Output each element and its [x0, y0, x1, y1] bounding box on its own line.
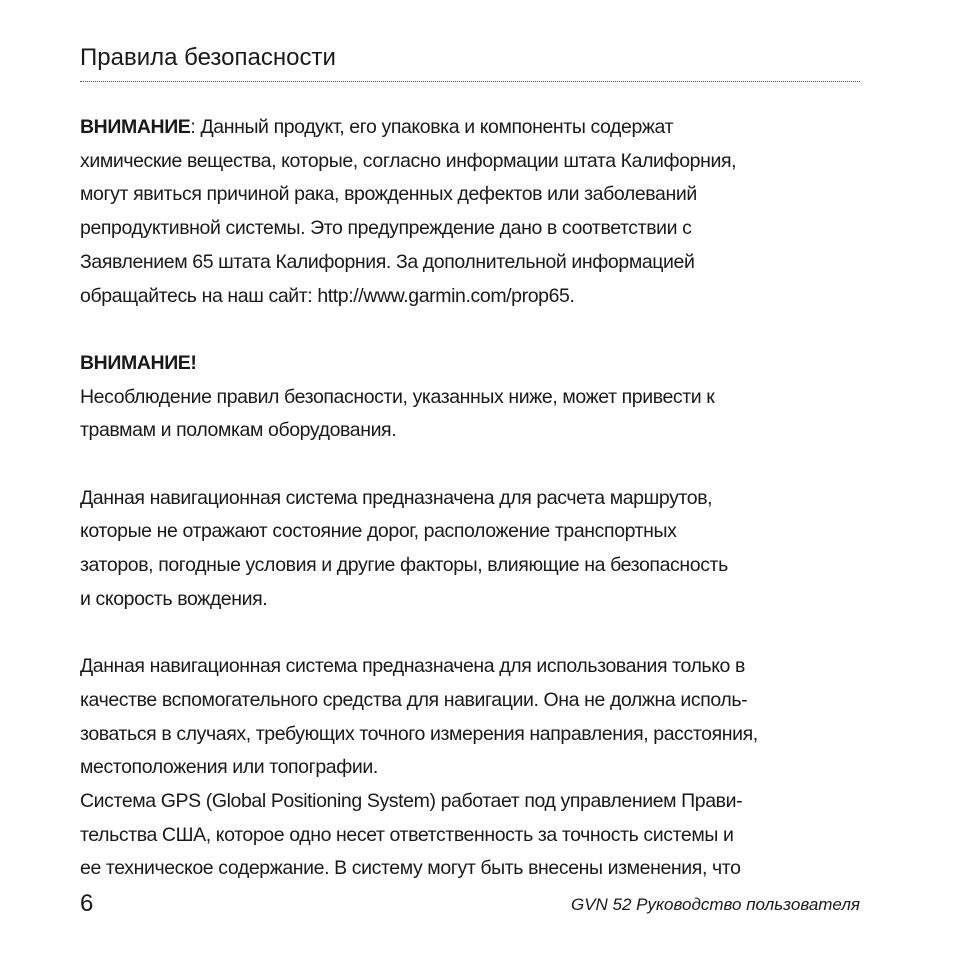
- text-line: которые не отражают состояние дорог, расположение транспортных: [80, 520, 677, 543]
- navigation-aid-paragraph: [80, 650, 860, 785]
- warning-label: ВНИМАНИЕ: [80, 116, 191, 138]
- text-line-rest: : Данный продукт, его упаковка и компоненты содержат: [190, 116, 674, 138]
- text-line: обращайтесь на наш сайт: http://www.garmin.com/prop65.: [80, 284, 575, 307]
- section-title: Правила безопасности: [80, 44, 336, 71]
- text-line: местоположения или топографии.: [80, 756, 378, 779]
- gps-paragraph: [80, 785, 860, 886]
- title-divider: [80, 81, 860, 82]
- text-line: могут явиться причиной рака, врожденных дефектов или заболеваний: [80, 183, 697, 206]
- text-line: заторов, погодные условия и другие факторы, влияющие на безопасность: [80, 554, 728, 577]
- text-line: репродуктивной системы. Это предупреждение дано в соответствии с: [80, 217, 692, 240]
- text-line: качестве вспомогательного средства для навигации. Она не должна исполь-: [80, 688, 748, 711]
- safety-warning-paragraph: [80, 347, 860, 448]
- page-number: 6: [80, 890, 94, 917]
- text-line: травмам и поломкам оборудования.: [80, 419, 397, 442]
- paragraph-spacer: [80, 448, 860, 482]
- paragraph-spacer: [80, 617, 860, 651]
- text-line: Данная навигационная система предназначена для использования только в: [80, 655, 745, 678]
- text-line: химические вещества, которые, согласно информации штата Калифорния,: [80, 149, 737, 172]
- california-warning-paragraph: [80, 111, 860, 313]
- text-line: Данная навигационная система предназначена для расчета маршрутов,: [80, 486, 713, 509]
- text-line: тельства США, которое одно несет ответственность за точность системы и: [80, 823, 734, 846]
- text-line: [80, 111, 860, 145]
- text-line: Заявлением 65 штата Калифорния. За дополнительной информацией: [80, 250, 695, 273]
- routes-paragraph: [80, 482, 860, 617]
- warning-heading: ВНИМАНИЕ!: [80, 351, 197, 374]
- text-line: и скорость вождения.: [80, 587, 268, 610]
- text-line: Несоблюдение правил безопасности, указанных ниже, может привести к: [80, 385, 715, 408]
- manual-title: GVN 52 Руководство пользователя: [570, 895, 860, 914]
- paragraph-spacer: [80, 313, 860, 347]
- text-line: зоваться в случаях, требующих точного измерения направления, расстояния,: [80, 722, 758, 745]
- text-line: Система GPS (Global Positioning System) работает под управлением Прави-: [80, 790, 743, 813]
- document-page: [80, 0, 860, 954]
- page-content: [80, 111, 860, 886]
- text-line: ее техническое содержание. В систему могут быть внесены изменения, что: [80, 857, 741, 880]
